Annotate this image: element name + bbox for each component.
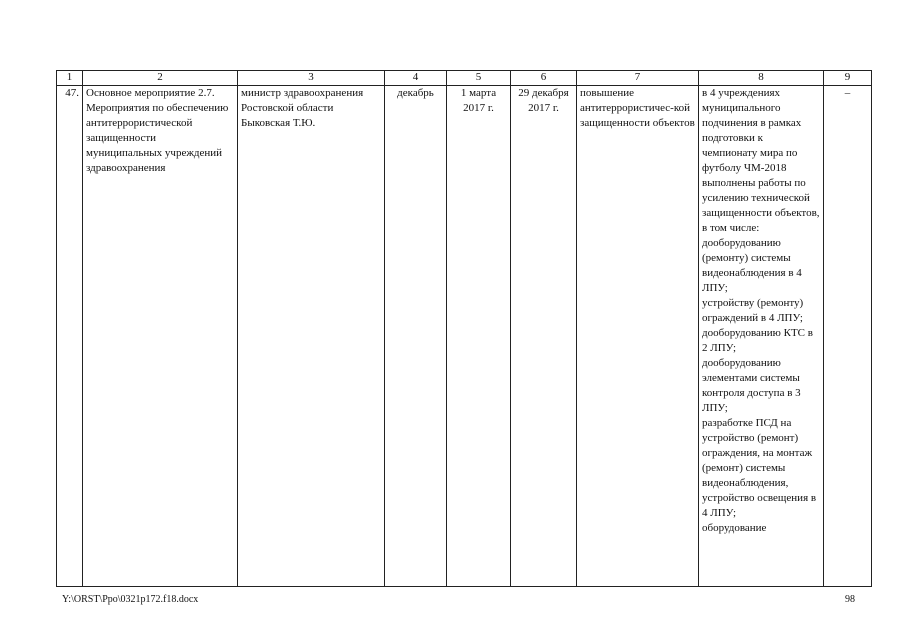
col-header-9: 9 (824, 71, 872, 86)
actual-result-cell: в 4 учреждениях муниципального подчинения в рамках подготовки к чемпионату мира по футболу ЧМ-2018 выполнены работы по усилению технической защищенности объектов, в том числе: дооборудованию (ремонту) системы видеонаблюдения в 4 ЛПУ; устройству (ремонту) ограждений в 4 ЛПУ; дооборудованию КТС в 2 ЛПУ; дооборудованию элементами системы контроля доступа в 3 ЛПУ; разработке ПСД на устройство (ремонт) ограждения, на монтаж (ремонт) системы видеонаблюдения, устройство освещения в 4 ЛПУ; оборудование (699, 86, 824, 587)
header-row (57, 71, 872, 86)
measure-cell: Основное мероприятие 2.7. Мероприятия по обеспечению антитеррористической защищенности муниципальных учреждений здравоохранения (83, 86, 238, 587)
col-header-6: 6 (511, 71, 577, 86)
measures-table (56, 70, 872, 587)
col-header-7: 7 (577, 71, 699, 86)
note-cell: – (824, 86, 872, 587)
col-header-4: 4 (385, 71, 447, 86)
end-date-cell: 29 декабря 2017 г. (511, 86, 577, 587)
row-number: 47. (57, 86, 83, 587)
table-row (57, 86, 872, 587)
footer-file-path: Y:\ORST\Ppo\0321p172.f18.docx (62, 594, 199, 605)
col-header-5: 5 (447, 71, 511, 86)
period-cell: декабрь (385, 86, 447, 587)
expected-result-cell: повышение антитеррористичес-кой защищенности объектов (577, 86, 699, 587)
col-header-1: 1 (57, 71, 83, 86)
start-date-cell: 1 марта 2017 г. (447, 86, 511, 587)
col-header-2: 2 (83, 71, 238, 86)
footer-page-number: 98 (845, 594, 855, 605)
col-header-8: 8 (699, 71, 824, 86)
col-header-3: 3 (238, 71, 385, 86)
responsible-cell: министр здравоохранения Ростовской области Быковская Т.Ю. (238, 86, 385, 587)
